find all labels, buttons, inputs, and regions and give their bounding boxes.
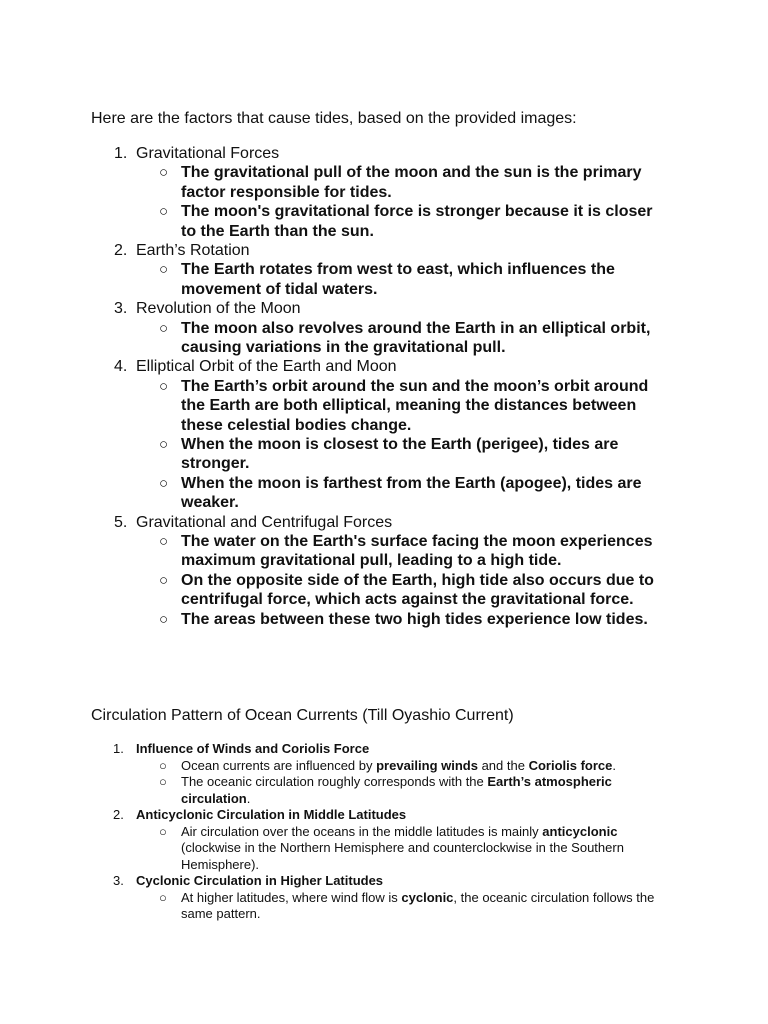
list-item-number: 4.	[114, 358, 128, 376]
ocean-currents-list	[0, 741, 768, 923]
list-item	[0, 299, 768, 357]
list-item-title: Gravitational and Centrifugal Forces	[136, 513, 393, 531]
list-item	[0, 241, 768, 299]
list-item-number: 1.	[114, 145, 128, 162]
sub-list-item-text: The water on the Earth's surface facing the moon experiences maximum gravitational pull, leading to a high tide.	[181, 533, 653, 570]
sub-list-item	[0, 435, 661, 474]
sub-list-item	[0, 758, 663, 775]
sub-list-item	[0, 319, 661, 358]
hollow-circle-icon: ○	[159, 610, 169, 628]
hollow-circle-icon: ○	[159, 203, 169, 221]
hollow-circle-icon: ○	[159, 261, 169, 279]
sub-list-item	[0, 163, 661, 202]
hollow-circle-icon: ○	[159, 571, 169, 589]
text-run: .	[612, 757, 616, 773]
list-item-number: 1.	[113, 741, 124, 756]
sub-list-item-text: On the opposite side of the Earth, high tide also occurs due to centrifugal force, which acts against the gravitational force.	[181, 571, 654, 609]
list-item	[0, 873, 768, 923]
hollow-circle-icon: ○	[159, 533, 169, 551]
hollow-circle-icon: ○	[159, 823, 167, 839]
sub-list-item	[0, 532, 661, 571]
sub-list-item	[0, 890, 663, 923]
sub-list-item	[0, 774, 663, 807]
list-item-title: Elliptical Orbit of the Earth and Moon	[136, 358, 397, 376]
hollow-circle-icon: ○	[159, 164, 169, 182]
emphasized-term: anticyclonic	[542, 823, 618, 839]
sub-list-item-text: The moon's gravitational force is stronger because it is closer to the Earth than the sun.	[181, 203, 653, 240]
list-item	[0, 357, 768, 512]
list-item-number: 3.	[114, 300, 128, 318]
sub-list-item-text: The Earth’s orbit around the sun and the moon’s orbit around the Earth are both elliptical, meaning the distances between these celestial bodies change.	[181, 377, 649, 434]
text-run: Air circulation over the oceans in the middle latitudes is mainly	[181, 823, 543, 839]
tides-heading: Here are the factors that cause tides, based on the provided images:	[91, 110, 577, 127]
sub-list-item-text: The areas between these two high tides experience low tides.	[181, 610, 648, 628]
list-item	[0, 144, 768, 241]
emphasized-term: cyclonic	[401, 889, 454, 905]
list-item-title: Gravitational Forces	[136, 145, 280, 162]
sub-list-item-text	[181, 758, 663, 775]
emphasized-term: Coriolis force	[528, 757, 613, 773]
list-item-number: 3.	[113, 873, 124, 888]
hollow-circle-icon: ○	[159, 474, 169, 492]
emphasized-term: prevailing winds	[376, 757, 478, 773]
text-run: (clockwise in the Northern Hemisphere and counterclockwise in the Southern Hemisphere).	[181, 840, 624, 872]
hollow-circle-icon: ○	[159, 774, 167, 789]
sub-list-item	[0, 824, 663, 874]
list-item	[0, 807, 768, 873]
sub-list-item-text	[181, 890, 663, 923]
tides-factors-list	[0, 144, 768, 629]
list-item-number: 5.	[114, 513, 128, 531]
hollow-circle-icon: ○	[159, 757, 167, 773]
sub-list-item-text: The moon also revolves around the Earth in an elliptical orbit, causing variations in the gravitational pull.	[181, 319, 651, 357]
sub-list-item-text: When the moon is farthest from the Earth (apogee), tides are weaker.	[181, 474, 642, 512]
list-item-number: 2.	[113, 807, 124, 822]
hollow-circle-icon: ○	[159, 436, 169, 454]
sub-list-item-text: When the moon is closest to the Earth (perigee), tides are stronger.	[181, 436, 619, 473]
hollow-circle-icon: ○	[159, 319, 169, 337]
text-run: The oceanic circulation roughly corresponds with the	[181, 774, 488, 789]
sub-list-item	[0, 474, 661, 513]
sub-list-item	[0, 202, 661, 241]
list-item-number: 2.	[114, 242, 128, 260]
sub-list-item	[0, 377, 661, 435]
hollow-circle-icon: ○	[159, 377, 169, 395]
sub-list-item-text: The gravitational pull of the moon and the sun is the primary factor responsible for tides.	[181, 164, 642, 201]
list-item-title: Anticyclonic Circulation in Middle Latitudes	[136, 807, 407, 822]
emphasized-term: Earth’s atmospheric circulation	[181, 774, 612, 806]
text-run: Ocean currents are influenced by	[181, 757, 377, 773]
list-item-title: Influence of Winds and Coriolis Force	[136, 741, 370, 756]
list-item-title: Earth’s Rotation	[136, 242, 250, 260]
text-run: , the oceanic circulation follows the same pattern.	[181, 889, 655, 921]
list-item-title: Cyclonic Circulation in Higher Latitudes	[136, 873, 384, 888]
list-item	[0, 513, 768, 629]
ocean-currents-heading: Circulation Pattern of Ocean Currents (Till Oyashio Current)	[91, 707, 514, 724]
hollow-circle-icon: ○	[159, 889, 167, 905]
sub-list-item-text	[181, 824, 663, 874]
text-run: At higher latitudes, where wind flow is	[181, 889, 402, 905]
sub-list-item	[0, 571, 661, 610]
text-run: .	[246, 790, 251, 806]
list-item	[0, 741, 768, 807]
text-run: and the	[477, 757, 529, 773]
sub-list-item-text	[181, 774, 663, 807]
sub-list-item	[0, 260, 661, 299]
list-item-title: Revolution of the Moon	[136, 300, 301, 318]
sub-list-item	[0, 610, 661, 629]
sub-list-item-text: The Earth rotates from west to east, which influences the movement of tidal waters.	[181, 261, 615, 298]
